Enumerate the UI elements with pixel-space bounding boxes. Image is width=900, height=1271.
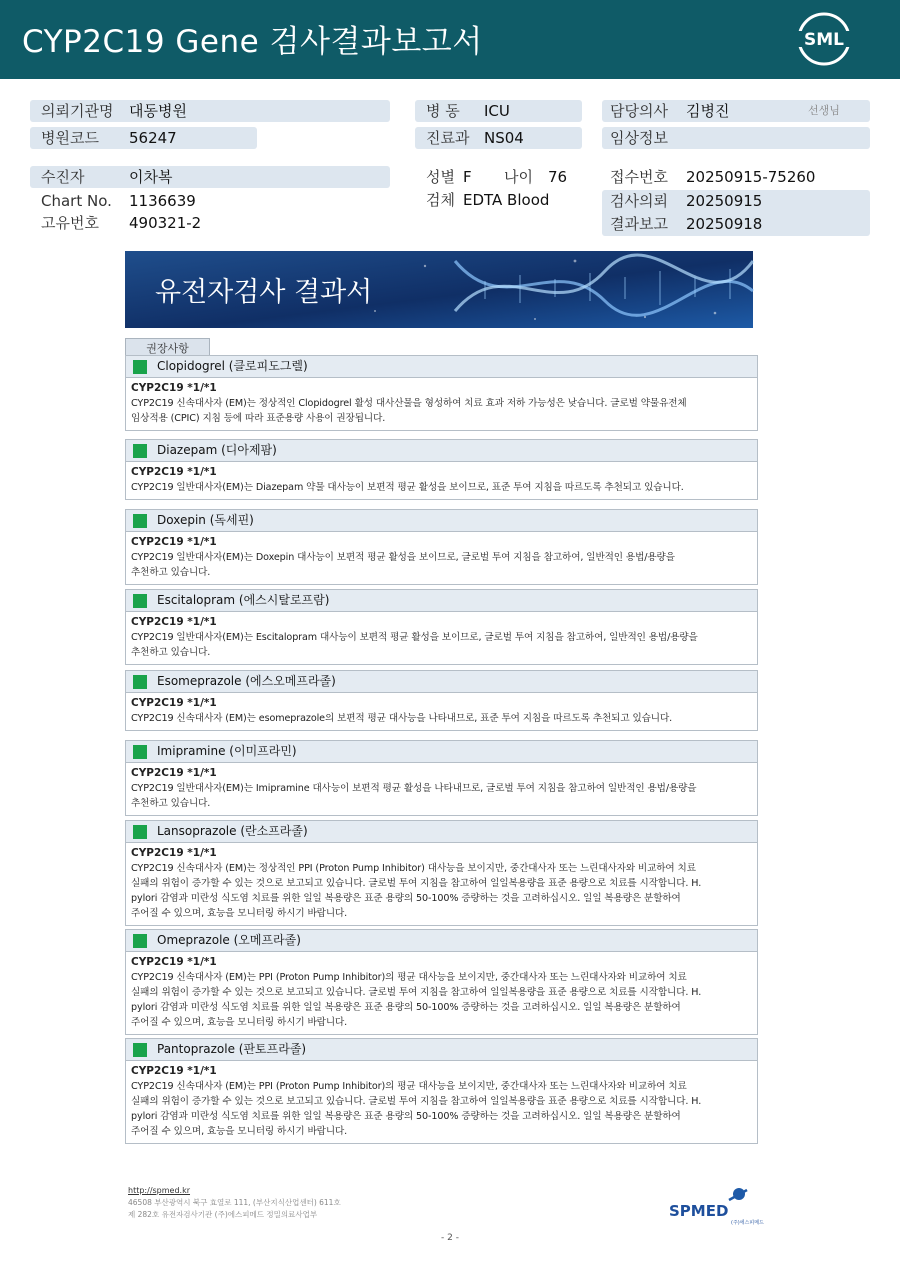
report-title: CYP2C19 Gene 검사결과보고서 [22, 24, 483, 60]
card-body [126, 378, 757, 430]
footer-url-link[interactable]: http://spmed.kr [128, 1186, 191, 1195]
recommendation-card [125, 509, 758, 585]
recommendation-text: pylori 감염과 미란성 식도염 치료를 위한 일일 복용량은 표준 용량의 50-100% 증량하는 것을 고려하십시오. 일일 복용량은 분할하여 [131, 1111, 681, 1122]
request-value: 20250915 [686, 192, 763, 210]
recommendation-text: 추천하고 있습니다. [131, 647, 211, 658]
doctor-suffix: 선생님 [808, 104, 840, 117]
institution-label: 의뢰기관명 [41, 102, 114, 120]
genotype: CYP2C19 *1/*1 [131, 382, 217, 394]
genotype: CYP2C19 *1/*1 [131, 847, 217, 859]
card-body [126, 763, 757, 815]
recommendation-card [125, 355, 758, 431]
report-header [0, 0, 900, 79]
recommendation-card [125, 740, 758, 816]
ward-field [415, 100, 582, 122]
recommendation-text: 실패의 위험이 증가할 수 있는 것으로 보고되고 있습니다. 글로벌 투여 지침을 참고하여 일일복용량을 표준 용량으로 치료를 시작합니다. H. [131, 1096, 702, 1107]
patient-value: 이차복 [129, 168, 173, 186]
department-field [415, 127, 582, 149]
card-body [126, 952, 757, 1034]
genotype: CYP2C19 *1/*1 [131, 1065, 217, 1077]
sml-logo [797, 12, 851, 66]
clinical-info-label: 임상정보 [610, 129, 668, 147]
sex-age-field [415, 166, 585, 188]
institution-field [30, 100, 390, 122]
patient-field [30, 166, 390, 188]
report-value: 20250918 [686, 215, 763, 233]
recommendation-card [125, 1038, 758, 1144]
recommendation-text: 임상적용 (CPIC) 지침 등에 따라 표준용량 사용이 권장됩니다. [131, 413, 386, 424]
spmed-logo [667, 1186, 764, 1226]
card-header [126, 440, 757, 462]
status-square-icon [133, 745, 147, 759]
recommendation-text: CYP2C19 신속대사자 (EM)는 정상적인 Clopidogrel 활성 대사산물을 형성하여 치료 효과 저하 가능성은 낮습니다. 글로벌 약물유전체 [131, 398, 687, 409]
recommendation-card [125, 439, 758, 500]
recommendation-text: CYP2C19 신속대사자 (EM)는 esomeprazole의 보편적 평균 대사능을 나타내므로, 표준 투여 지침을 따르도록 추천되고 있습니다. [131, 713, 673, 724]
recommendation-card [125, 670, 758, 731]
recommendation-text: 추천하고 있습니다. [131, 798, 211, 809]
hospital-code-value: 56247 [129, 129, 177, 147]
genotype: CYP2C19 *1/*1 [131, 767, 217, 779]
footer-registration: 제 282호 유전자검사기관 (주)에스피메드 정밀의료사업부 [128, 1210, 318, 1219]
status-square-icon [133, 825, 147, 839]
department-label: 진료과 [426, 129, 470, 147]
tab-recommendations[interactable]: 권장사항 [125, 338, 210, 358]
card-header [126, 1039, 757, 1061]
card-body [126, 532, 757, 584]
recommendation-text: CYP2C19 일반대사자(EM)는 Diazepam 약물 대사능이 보편적 평균 활성을 보이므로, 표준 투여 지침을 따르도록 추천되고 있습니다. [131, 482, 684, 493]
unique-no-field [30, 212, 390, 234]
sex-value: F [463, 168, 472, 186]
svg-text:(주)에스피메드: (주)에스피메드 [731, 1220, 764, 1226]
card-body [126, 693, 757, 730]
drug-name: Lansoprazole (란소프라졸) [157, 824, 308, 838]
report-label: 결과보고 [610, 215, 668, 233]
result-banner [125, 251, 753, 328]
clinical-info-field [602, 127, 870, 149]
drug-name: Esomeprazole (에스오메프라졸) [157, 674, 336, 688]
recommendation-text: 주어질 수 있으며, 효능을 모니터링 하시기 바랍니다. [131, 1126, 348, 1137]
drug-name: Clopidogrel (클로피도그렐) [157, 359, 308, 373]
recommendation-card [125, 929, 758, 1035]
card-header [126, 590, 757, 612]
recommendation-text: 실패의 위험이 증가할 수 있는 것으로 보고되고 있습니다. 글로벌 투여 지침을 참고하여 일일복용량을 표준 용량으로 치료를 시작합니다. H. [131, 987, 702, 998]
genotype: CYP2C19 *1/*1 [131, 536, 217, 548]
status-square-icon [133, 514, 147, 528]
receipt-value: 20250915-75260 [686, 168, 816, 186]
drug-name: Escitalopram (에스시탈로프람) [157, 593, 330, 607]
genotype: CYP2C19 *1/*1 [131, 697, 217, 709]
recommendation-text: pylori 감염과 미란성 식도염 치료를 위한 일일 복용량은 표준 용량의 50-100% 증량하는 것을 고려하십시오. 일일 복용량은 분할하여 [131, 893, 681, 904]
recommendation-text: CYP2C19 일반대사자(EM)는 Doxepin 대사능이 보편적 평균 활성을 보이므로, 글로벌 투여 지침을 참고하여, 일반적인 용법/용량을 [131, 552, 675, 563]
unique-no-label: 고유번호 [41, 214, 99, 232]
receipt-field [602, 166, 870, 188]
page-number: - 2 - [441, 1233, 459, 1243]
unique-no-value: 490321-2 [129, 214, 202, 232]
request-report-field [602, 190, 870, 236]
drug-name: Imipramine (이미프라민) [157, 744, 297, 758]
svg-text:SPMED: SPMED [669, 1202, 729, 1220]
request-label: 검사의뢰 [610, 192, 668, 210]
card-body [126, 612, 757, 664]
status-square-icon [133, 444, 147, 458]
department-value: NS04 [484, 129, 524, 147]
recommendation-text: CYP2C19 신속대사자 (EM)는 정상적인 PPI (Proton Pump Inhibitor) 대사능을 보이지만, 중간대사자 또는 느린대사자와 비교하여 치료 [131, 863, 696, 874]
age-label: 나이 [504, 168, 533, 186]
recommendation-card [125, 820, 758, 926]
specimen-field [415, 189, 585, 211]
ward-value: ICU [484, 102, 510, 120]
receipt-label: 접수번호 [610, 168, 668, 186]
drug-name: Diazepam (디아제팜) [157, 443, 277, 457]
card-header [126, 671, 757, 693]
card-header [126, 930, 757, 952]
sex-label: 성별 [426, 168, 455, 186]
recommendation-text: pylori 감염과 미란성 식도염 치료를 위한 일일 복용량은 표준 용량의 50-100% 증량하는 것을 고려하십시오. 일일 복용량은 분할하여 [131, 1002, 681, 1013]
card-header [126, 510, 757, 532]
card-body [126, 1061, 757, 1143]
card-header [126, 356, 757, 378]
drug-name: Pantoprazole (판토프라졸) [157, 1042, 307, 1056]
doctor-field [602, 100, 870, 122]
svg-text:SML: SML [804, 30, 844, 50]
status-square-icon [133, 1043, 147, 1057]
banner-title: 유전자검사 결과서 [155, 277, 373, 308]
specimen-value: EDTA Blood [463, 191, 550, 209]
institution-value: 대동병원 [129, 102, 187, 120]
genotype: CYP2C19 *1/*1 [131, 466, 217, 478]
recommendation-text: CYP2C19 일반대사자(EM)는 Escitalopram 대사능이 보편적 평균 활성을 보이므로, 글로벌 투여 지침을 참고하여, 일반적인 용법/용량을 [131, 632, 698, 643]
recommendation-text: 추천하고 있습니다. [131, 567, 211, 578]
footer [128, 1185, 341, 1221]
recommendation-text: CYP2C19 신속대사자 (EM)는 PPI (Proton Pump Inhibitor)의 평균 대사능을 보이지만, 중간대사자 또는 느린대사자와 비교하여 치료 [131, 972, 687, 983]
card-header [126, 821, 757, 843]
chart-no-field [30, 190, 390, 212]
chart-no-value: 1136639 [129, 192, 196, 210]
status-square-icon [133, 934, 147, 948]
card-body [126, 462, 757, 499]
chart-no-label: Chart No. [41, 192, 112, 210]
recommendation-text: 주어질 수 있으며, 효능을 모니터링 하시기 바랍니다. [131, 908, 348, 919]
doctor-label: 담당의사 [610, 102, 668, 120]
recommendation-text: CYP2C19 일반대사자(EM)는 Imipramine 대사능이 보편적 평균 활성을 나타내므로, 글로벌 투여 지침을 참고하여 일반적인 용법/용량을 [131, 783, 697, 794]
hospital-code-field [30, 127, 257, 149]
recommendation-text: CYP2C19 신속대사자 (EM)는 PPI (Proton Pump Inhibitor)의 평균 대사능을 보이지만, 중간대사자 또는 느린대사자와 비교하여 치료 [131, 1081, 687, 1092]
genotype: CYP2C19 *1/*1 [131, 616, 217, 628]
genotype: CYP2C19 *1/*1 [131, 956, 217, 968]
card-body [126, 843, 757, 925]
status-square-icon [133, 360, 147, 374]
hospital-code-label: 병원코드 [41, 129, 99, 147]
status-square-icon [133, 594, 147, 608]
specimen-label: 검체 [426, 191, 455, 209]
drug-name: Doxepin (독세핀) [157, 513, 254, 527]
recommendation-card [125, 589, 758, 665]
ward-label: 병 동 [426, 102, 460, 120]
recommendation-text: 실패의 위험이 증가할 수 있는 것으로 보고되고 있습니다. 글로벌 투여 지침을 참고하여 일일복용량을 표준 용량으로 치료를 시작합니다. H. [131, 878, 702, 889]
status-square-icon [133, 675, 147, 689]
drug-name: Omeprazole (오메프라졸) [157, 933, 301, 947]
card-header [126, 741, 757, 763]
doctor-value: 김병진 [686, 102, 730, 120]
recommendation-text: 주어질 수 있으며, 효능을 모니터링 하시기 바랍니다. [131, 1017, 348, 1028]
age-value: 76 [548, 168, 568, 186]
footer-address: 46508 부산광역시 북구 효열로 111, (부산지식산업센터) 611호 [128, 1198, 341, 1207]
patient-label: 수진자 [41, 168, 85, 186]
